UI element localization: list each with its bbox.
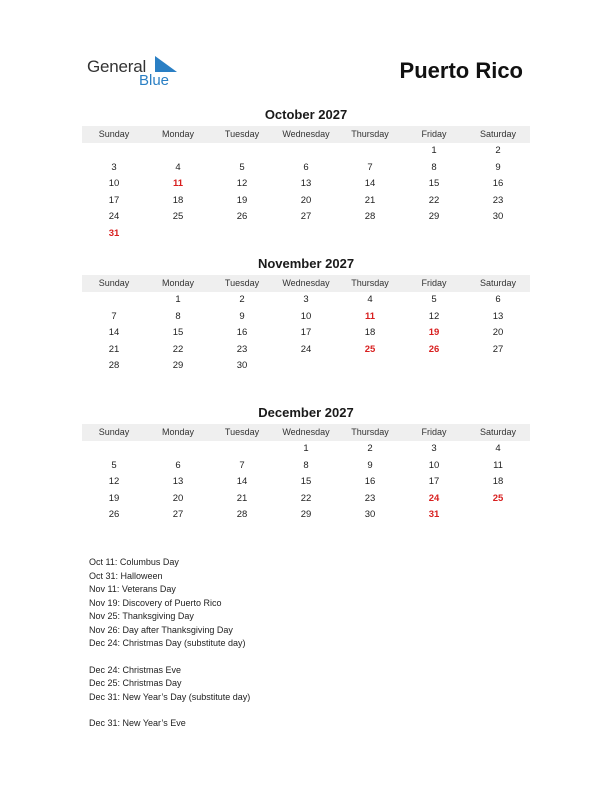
day-cell [338, 358, 402, 375]
day-cell: 2 [239, 294, 245, 305]
day-cell: 5 [111, 459, 117, 471]
day-cell: 20 [492, 327, 504, 339]
weekday-friday: Friday [421, 129, 447, 139]
day-cell: 16 [492, 178, 504, 190]
week-row [82, 193, 530, 210]
day-cell: 12 [108, 476, 120, 488]
holiday-note: Dec 31: New Year’s Day (substitute day) [89, 691, 251, 702]
day-cell: 27 [300, 211, 312, 223]
day-cell: 10 [300, 310, 312, 322]
week-row [82, 458, 530, 475]
day-cell: 8 [431, 161, 437, 173]
day-cell: 3 [111, 161, 117, 173]
day-cell: 30 [492, 211, 504, 223]
day-cell: 14 [236, 476, 248, 488]
weekday-sunday: Sunday [98, 427, 130, 437]
logo-triangle-icon [155, 56, 177, 72]
holiday-note: Oct 31: Halloween [89, 570, 163, 581]
day-cell: 30 [364, 509, 376, 521]
holiday-day-cell: 25 [492, 492, 504, 504]
day-cell [210, 226, 274, 243]
day-cell: 2 [495, 145, 501, 156]
weekday-sunday: Sunday [98, 129, 130, 139]
month-title: November 2027 [257, 256, 355, 271]
day-cell: 29 [172, 360, 184, 372]
weekday-wednesday: Wednesday [282, 129, 330, 139]
day-cell: 15 [428, 178, 440, 190]
day-cell: 21 [108, 343, 120, 355]
day-cell: 14 [364, 178, 376, 190]
day-cell: 27 [492, 343, 504, 355]
day-cell: 7 [367, 161, 373, 173]
week-row [82, 441, 530, 458]
day-cell: 9 [367, 459, 373, 471]
week-row [82, 507, 530, 524]
weekday-wednesday: Wednesday [282, 427, 330, 437]
day-cell: 23 [236, 343, 248, 355]
weekday-tuesday: Tuesday [224, 278, 260, 288]
day-cell: 13 [300, 178, 312, 190]
day-cell: 8 [175, 310, 181, 322]
note-spacer [89, 651, 250, 664]
weekday-wednesday: Wednesday [282, 278, 330, 288]
weekday-thursday: Thursday [351, 278, 389, 288]
day-cell: 28 [364, 211, 376, 223]
day-cell: 1 [175, 294, 181, 305]
day-cell: 2 [367, 443, 373, 454]
day-cell: 4 [495, 443, 501, 454]
holiday-note: Dec 25: Christmas Day [89, 678, 182, 688]
day-cell: 22 [300, 492, 312, 504]
day-cell: 1 [431, 145, 437, 156]
day-cell [82, 292, 146, 309]
day-cell [466, 226, 530, 243]
day-cell: 29 [300, 509, 312, 521]
holiday-note: Dec 31: New Year’s Eve [89, 718, 186, 728]
day-cell [146, 143, 210, 160]
weekday-header-row [82, 126, 530, 143]
holiday-note: Dec 24: Christmas Eve [89, 664, 182, 675]
holiday-note: Nov 11: Veterans Day [89, 584, 176, 594]
day-cell: 4 [175, 161, 181, 173]
country-title: Puerto Rico [399, 58, 523, 83]
day-cell [274, 226, 338, 243]
weekday-tuesday: Tuesday [224, 427, 260, 437]
holiday-day-cell: 11 [364, 310, 376, 322]
day-cell: 26 [108, 509, 120, 521]
day-cell: 21 [236, 492, 248, 504]
day-cell: 19 [236, 194, 248, 206]
holiday-day-cell: 31 [108, 227, 120, 239]
day-cell: 5 [431, 294, 437, 305]
day-cell: 24 [300, 343, 312, 355]
week-row [82, 226, 530, 243]
day-cell: 19 [108, 492, 120, 504]
day-cell: 23 [364, 492, 376, 504]
day-cell [338, 143, 402, 160]
week-row [82, 209, 530, 226]
day-cell: 6 [175, 459, 181, 471]
day-cell: 3 [303, 294, 309, 305]
day-cell [274, 358, 338, 375]
day-cell [466, 358, 530, 375]
day-cell: 28 [108, 360, 120, 372]
week-row [82, 292, 530, 309]
week-row [82, 342, 530, 359]
day-cell [274, 143, 338, 160]
day-cell: 6 [303, 161, 309, 173]
day-cell: 9 [239, 310, 245, 322]
week-row [82, 474, 530, 491]
day-cell: 18 [492, 476, 504, 488]
day-cell [402, 358, 466, 375]
day-cell: 22 [428, 194, 440, 206]
month-title: December 2027 [258, 405, 354, 420]
weekday-monday: Monday [161, 278, 195, 288]
day-cell: 26 [236, 211, 248, 223]
logo-blue-text: Blue [139, 72, 170, 89]
day-cell: 17 [428, 476, 440, 488]
day-cell: 8 [303, 459, 309, 471]
holiday-note: Oct 11: Columbus Day [89, 557, 179, 567]
holiday-note: Nov 19: Discovery of Puerto Rico [89, 597, 222, 608]
week-row [82, 176, 530, 193]
day-cell: 18 [172, 194, 184, 206]
month-title: October 2027 [264, 107, 348, 122]
day-cell: 1 [303, 443, 309, 454]
day-cell: 23 [492, 194, 504, 206]
weekday-header-row [82, 275, 530, 292]
holiday-day-cell: 11 [172, 178, 184, 190]
day-cell: 11 [493, 459, 503, 471]
weekday-thursday: Thursday [351, 427, 389, 437]
week-row [82, 491, 530, 508]
day-cell: 20 [172, 492, 184, 504]
holiday-day-cell: 26 [428, 343, 440, 355]
day-cell: 24 [108, 211, 120, 223]
day-cell: 14 [108, 327, 120, 339]
week-row [82, 325, 530, 342]
day-cell: 29 [428, 211, 440, 223]
day-cell: 6 [495, 294, 501, 305]
weekday-saturday: Saturday [479, 427, 517, 437]
day-cell: 10 [108, 178, 120, 190]
holiday-day-cell: 25 [364, 343, 376, 355]
day-cell: 12 [428, 310, 440, 322]
weekday-monday: Monday [161, 129, 195, 139]
day-cell: 5 [239, 161, 245, 173]
month-november [82, 255, 530, 375]
day-cell: 25 [172, 211, 184, 223]
holiday-note: Nov 25: Thanksgiving Day [89, 611, 194, 621]
weekday-friday: Friday [421, 278, 447, 288]
day-cell [82, 441, 146, 458]
day-cell: 21 [364, 194, 376, 206]
day-cell: 20 [300, 194, 312, 206]
day-cell [338, 226, 402, 243]
weekday-tuesday: Tuesday [224, 129, 260, 139]
day-cell [210, 441, 274, 458]
holiday-note: Nov 26: Day after Thanksgiving Day [89, 624, 233, 635]
generalblue-logo [87, 54, 187, 92]
weekday-saturday: Saturday [479, 129, 517, 139]
holiday-day-cell: 24 [428, 492, 440, 504]
day-cell: 28 [236, 509, 248, 521]
day-cell: 4 [367, 294, 373, 305]
day-cell [146, 226, 210, 243]
day-cell: 13 [172, 476, 184, 488]
week-row [82, 358, 530, 375]
month-december [82, 404, 530, 524]
logo-general-text: General [87, 57, 147, 76]
weekday-saturday: Saturday [479, 278, 517, 288]
day-cell: 10 [428, 459, 440, 471]
day-cell: 16 [364, 476, 376, 488]
weekday-header-row [82, 424, 530, 441]
day-cell [82, 143, 146, 160]
week-row [82, 309, 530, 326]
weekday-monday: Monday [161, 427, 195, 437]
day-cell: 9 [495, 161, 501, 173]
day-cell: 15 [172, 327, 184, 339]
day-cell: 18 [364, 327, 376, 339]
day-cell: 17 [108, 194, 120, 206]
weekday-sunday: Sunday [98, 278, 130, 288]
holiday-day-cell: 31 [428, 509, 440, 521]
day-cell: 17 [300, 327, 312, 339]
day-cell: 7 [239, 459, 245, 471]
day-cell [402, 226, 466, 243]
day-cell [466, 507, 530, 524]
week-row [82, 160, 530, 177]
weekday-thursday: Thursday [351, 129, 389, 139]
day-cell: 7 [111, 310, 117, 322]
day-cell [146, 441, 210, 458]
day-cell: 15 [300, 476, 312, 488]
day-cell: 16 [236, 327, 248, 339]
holiday-note: Dec 24: Christmas Day (substitute day) [89, 638, 246, 648]
holiday-day-cell: 19 [428, 327, 440, 339]
day-cell: 27 [172, 509, 184, 521]
day-cell: 12 [236, 178, 248, 190]
month-october [82, 106, 530, 243]
note-spacer [89, 704, 250, 717]
day-cell: 13 [492, 310, 504, 322]
day-cell [210, 143, 274, 160]
week-row [82, 143, 530, 160]
day-cell: 30 [236, 360, 248, 372]
day-cell: 3 [431, 443, 437, 454]
weekday-friday: Friday [421, 427, 447, 437]
holiday-notes [89, 556, 250, 731]
day-cell: 22 [172, 343, 184, 355]
